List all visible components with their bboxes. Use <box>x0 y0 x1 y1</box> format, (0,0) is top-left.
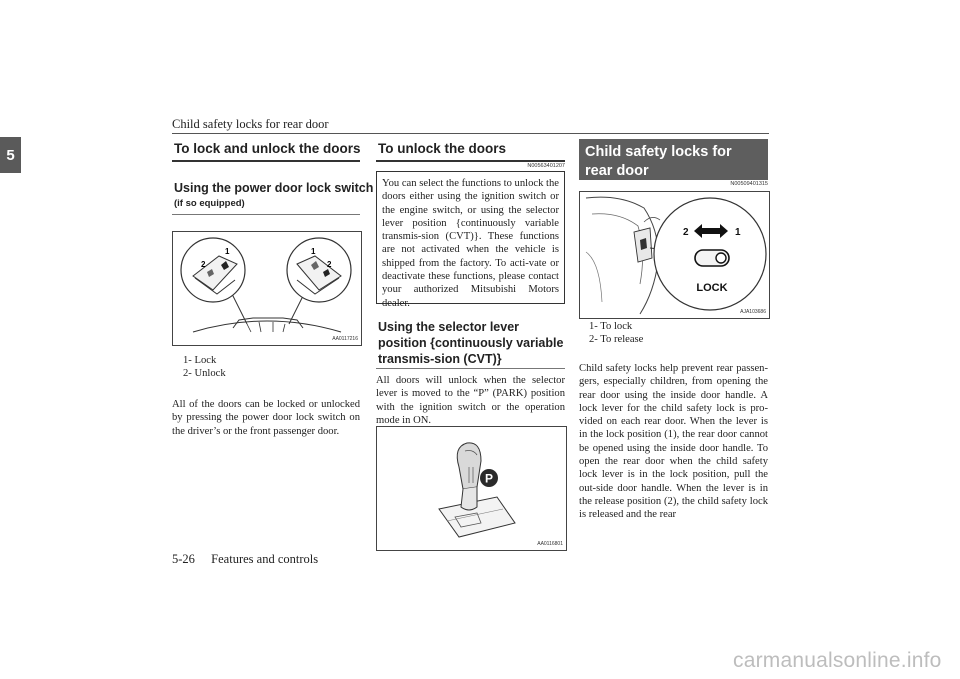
list-item: 1- Lock <box>183 355 217 366</box>
figure-power-door-lock-switch <box>172 231 362 346</box>
label-release-2: 2 <box>683 227 689 238</box>
running-head: Child safety locks for rear door <box>172 117 329 131</box>
header-rule <box>172 133 769 134</box>
body-paragraph: All doors will unlock when the selector lever is moved to the “P” (PARK) position with the ignition switch or the operation mode in ON. <box>376 375 565 426</box>
list-item: 2- To release <box>589 334 644 346</box>
section-rule <box>376 160 565 162</box>
figure-id: AJA103686 <box>740 309 766 315</box>
callout-2-right: 2 <box>327 260 332 269</box>
note-box: You can select the functions to unlock the doors either using the ignition switch or the engine switch, or using the selector lever position {continuously variable transmis-sion (CVT)}. These functions are not activated when the vehicle is shipped from the factory. To acti-vate or deactivate these functions, please contact your authorized Mitsubishi Motors dealer. <box>376 171 565 304</box>
section-title-lock-unlock: To lock and unlock the doors <box>174 141 361 156</box>
subsection-title-selector-lever: Using the selector lever position {continuously variable transmis-sion (CVT)} <box>378 320 564 366</box>
figure-selector-lever <box>376 426 567 551</box>
label-lock-word: LOCK <box>696 282 728 294</box>
subsection-rule <box>172 214 360 215</box>
figure-id: AA0117216 <box>332 336 358 342</box>
chapter-tab: 5 <box>0 137 21 173</box>
park-label: P <box>484 471 494 486</box>
subsection-rule <box>376 368 565 369</box>
section-code: N00563401207 <box>527 163 565 169</box>
section-code: N00509401315 <box>730 181 768 187</box>
callout-1-right: 1 <box>311 247 316 256</box>
body-paragraph: Child safety locks help prevent rear passen-gers, especially children, from opening the rear door using the inside door handle. A lock lever for the child safety lock is pro-vided on each rear door. When the lever is in the lock position (1), the rear door cannot be opened using the inside door handle. To open the rear door when the child safety lock lever is in the lock position, pull the out-side door handle. When the lever is in the release position (2), the child safety lock is released and the rear <box>579 363 768 521</box>
child-lock-illustration <box>580 192 769 318</box>
label-lock-1: 1 <box>735 227 741 238</box>
list-item: 1- To lock <box>589 321 633 332</box>
watermark: carmanualsonline.info <box>733 649 942 672</box>
figure-child-safety-lock <box>579 191 770 319</box>
subsection-title-power-door-lock: Using the power door lock switch <box>174 181 374 195</box>
figure-id: AA0116801 <box>537 541 563 547</box>
door-lock-switch-illustration <box>173 232 361 345</box>
body-paragraph: All of the doors can be locked or unlocked by pressing the power door lock switch on the driver’s or the front passenger door. <box>172 399 360 437</box>
section-title-child-safety-locks: Child safety locks for rear door <box>579 139 768 180</box>
callout-2-left: 2 <box>201 260 206 269</box>
selector-lever-illustration <box>377 427 566 550</box>
legend-list <box>183 354 226 381</box>
callout-1-left: 1 <box>225 247 230 256</box>
list-item: 2- Unlock <box>183 368 226 380</box>
page-number: 5-26 <box>172 552 195 566</box>
footer <box>172 552 318 567</box>
section-title-unlock-doors: To unlock the doors <box>378 141 506 156</box>
section-rule <box>172 160 360 162</box>
subsection-note: (if so equipped) <box>174 198 245 209</box>
footer-section: Features and controls <box>211 552 319 566</box>
legend-list <box>589 320 643 347</box>
